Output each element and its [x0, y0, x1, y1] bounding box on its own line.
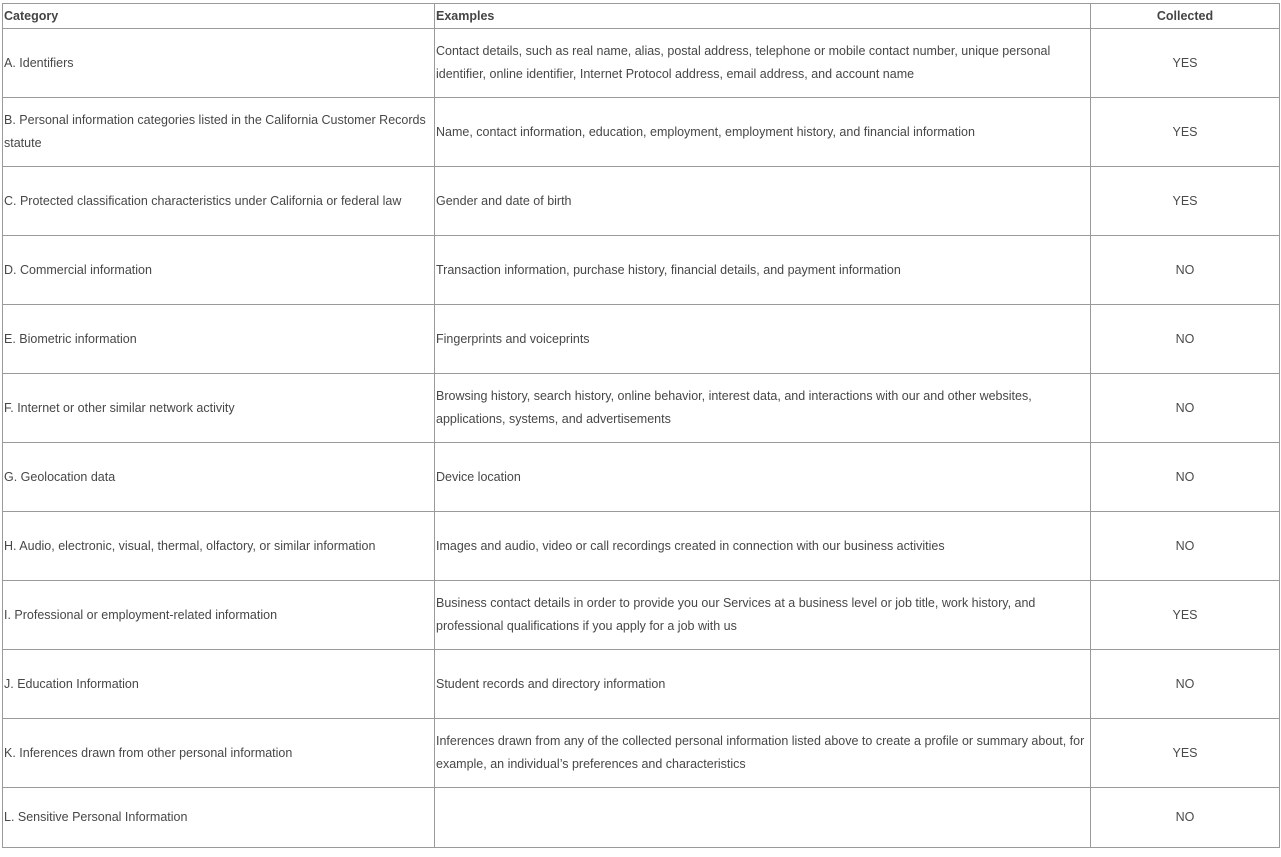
examples-cell: Device location [435, 443, 1091, 512]
table-body [3, 29, 1280, 848]
category-cell: H. Audio, electronic, visual, thermal, olfactory, or similar information [3, 512, 435, 581]
collected-cell: YES [1091, 167, 1280, 236]
category-cell: L. Sensitive Personal Information [3, 788, 435, 848]
header-row [3, 4, 1280, 29]
collected-cell: YES [1091, 719, 1280, 788]
examples-cell: Inferences drawn from any of the collected personal information listed above to create a profile or summary about, for example, an individual’s preferences and characteristics [435, 719, 1091, 788]
collected-cell: YES [1091, 98, 1280, 167]
table-row [3, 719, 1280, 788]
table-row [3, 788, 1280, 848]
header-collected: Collected [1091, 4, 1280, 29]
examples-cell: Name, contact information, education, employment, employment history, and financial information [435, 98, 1091, 167]
header-category: Category [3, 4, 435, 29]
category-cell: G. Geolocation data [3, 443, 435, 512]
examples-cell: Student records and directory information [435, 650, 1091, 719]
examples-cell: Business contact details in order to provide you our Services at a business level or job title, work history, and professional qualifications if you apply for a job with us [435, 581, 1091, 650]
category-cell: F. Internet or other similar network activity [3, 374, 435, 443]
examples-cell: Contact details, such as real name, alias, postal address, telephone or mobile contact number, unique personal identifier, online identifier, Internet Protocol address, email address, and account name [435, 29, 1091, 98]
examples-cell [435, 788, 1091, 848]
category-cell: D. Commercial information [3, 236, 435, 305]
collected-cell: NO [1091, 374, 1280, 443]
collected-cell: NO [1091, 788, 1280, 848]
collected-cell: NO [1091, 443, 1280, 512]
collected-cell: YES [1091, 29, 1280, 98]
header-examples: Examples [435, 4, 1091, 29]
collected-cell: NO [1091, 236, 1280, 305]
table-header [3, 4, 1280, 29]
examples-cell: Fingerprints and voiceprints [435, 305, 1091, 374]
category-cell: E. Biometric information [3, 305, 435, 374]
category-cell: J. Education Information [3, 650, 435, 719]
examples-cell: Browsing history, search history, online behavior, interest data, and interactions with our and other websites, applications, systems, and advertisements [435, 374, 1091, 443]
personal-information-table [2, 3, 1280, 848]
collected-cell: NO [1091, 305, 1280, 374]
category-cell: B. Personal information categories listed in the California Customer Records statute [3, 98, 435, 167]
table-row [3, 650, 1280, 719]
table-row [3, 167, 1280, 236]
category-cell: I. Professional or employment-related information [3, 581, 435, 650]
examples-cell: Images and audio, video or call recordings created in connection with our business activities [435, 512, 1091, 581]
table-row [3, 443, 1280, 512]
examples-cell: Transaction information, purchase history, financial details, and payment information [435, 236, 1091, 305]
table-row [3, 305, 1280, 374]
collected-cell: YES [1091, 581, 1280, 650]
category-cell: A. Identifiers [3, 29, 435, 98]
collected-cell: NO [1091, 650, 1280, 719]
category-cell: C. Protected classification characteristics under California or federal law [3, 167, 435, 236]
collected-cell: NO [1091, 512, 1280, 581]
table-row [3, 29, 1280, 98]
examples-cell: Gender and date of birth [435, 167, 1091, 236]
table-row [3, 236, 1280, 305]
table-row [3, 581, 1280, 650]
table-row [3, 98, 1280, 167]
table-row [3, 512, 1280, 581]
category-cell: K. Inferences drawn from other personal information [3, 719, 435, 788]
table-row [3, 374, 1280, 443]
